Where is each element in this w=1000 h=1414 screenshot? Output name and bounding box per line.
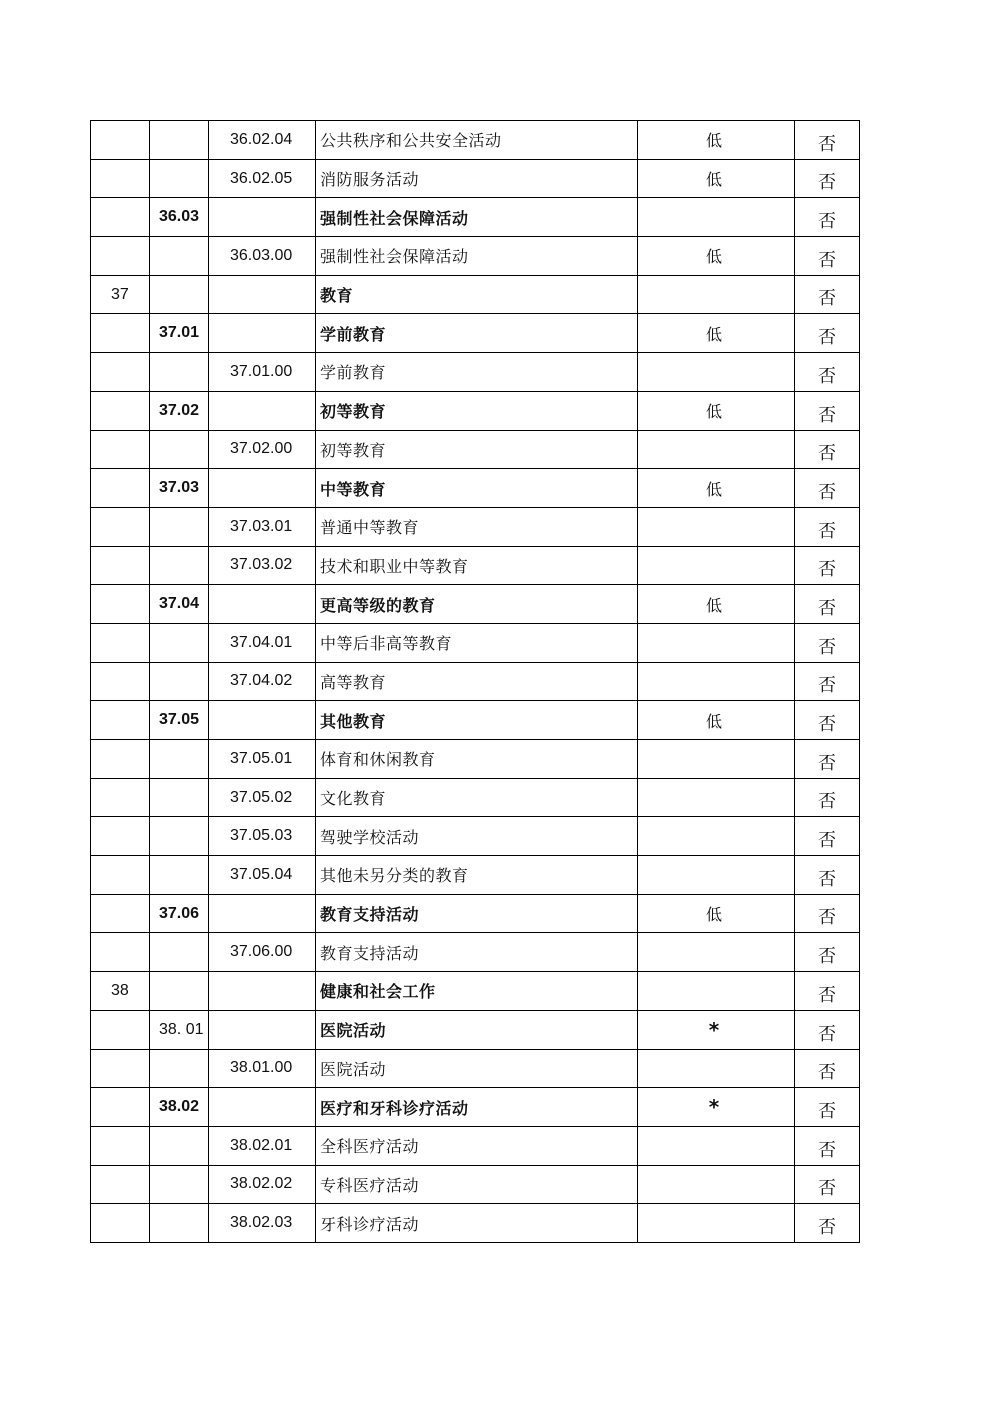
flag-cell: 否 [795, 662, 860, 701]
class-code-cell: 36.02.05 [209, 159, 316, 198]
flag-cell: 否 [795, 817, 860, 856]
section-code-cell [91, 933, 150, 972]
activity-name-cell: 医院活动 [316, 1010, 638, 1049]
class-code-cell: 38.02.02 [209, 1165, 316, 1204]
risk-level-cell [638, 817, 795, 856]
section-code-cell [91, 314, 150, 353]
division-code-cell: 37.02 [150, 391, 209, 430]
section-code-cell [91, 1204, 150, 1243]
activity-name-cell: 高等教育 [316, 662, 638, 701]
flag-cell: 否 [795, 391, 860, 430]
division-code-cell: 38. 01 [150, 1010, 209, 1049]
class-code-cell [209, 469, 316, 508]
class-code-cell: 36.03.00 [209, 237, 316, 276]
risk-level-cell [638, 740, 795, 779]
class-code-cell: 37.02.00 [209, 430, 316, 469]
flag-cell: 否 [795, 1049, 860, 1088]
flag-cell: 否 [795, 430, 860, 469]
section-code-cell [91, 740, 150, 779]
flag-cell: 否 [795, 159, 860, 198]
activity-name-cell: 全科医疗活动 [316, 1126, 638, 1165]
class-code-cell [209, 585, 316, 624]
division-code-cell: 37.04 [150, 585, 209, 624]
flag-cell: 否 [795, 353, 860, 392]
section-code-cell: 37 [91, 275, 150, 314]
activity-name-cell: 其他教育 [316, 701, 638, 740]
risk-level-cell: 低 [638, 391, 795, 430]
activity-name-cell: 初等教育 [316, 391, 638, 430]
section-code-cell [91, 778, 150, 817]
section-code-cell [91, 469, 150, 508]
table-row [91, 391, 860, 430]
division-code-cell [150, 856, 209, 895]
table-row [91, 778, 860, 817]
division-code-cell: 37.03 [150, 469, 209, 508]
class-code-cell: 37.05.03 [209, 817, 316, 856]
flag-cell: 否 [795, 778, 860, 817]
risk-level-cell: * [638, 1088, 795, 1127]
class-code-cell: 37.01.00 [209, 353, 316, 392]
table-row [91, 701, 860, 740]
division-code-cell [150, 121, 209, 160]
risk-level-cell [638, 507, 795, 546]
section-code-cell [91, 1165, 150, 1204]
activity-name-cell: 体育和休闲教育 [316, 740, 638, 779]
activity-name-cell: 中等教育 [316, 469, 638, 508]
flag-cell: 否 [795, 585, 860, 624]
risk-level-cell: 低 [638, 585, 795, 624]
risk-level-cell: * [638, 1010, 795, 1049]
activity-name-cell: 强制性社会保障活动 [316, 198, 638, 237]
risk-level-cell: 低 [638, 701, 795, 740]
section-code-cell [91, 662, 150, 701]
risk-level-cell: 低 [638, 121, 795, 160]
activity-name-cell: 更高等级的教育 [316, 585, 638, 624]
division-code-cell [150, 623, 209, 662]
risk-level-cell [638, 972, 795, 1011]
table-row [91, 856, 860, 895]
class-code-cell: 38.02.03 [209, 1204, 316, 1243]
class-code-cell [209, 275, 316, 314]
risk-level-cell [638, 662, 795, 701]
table-row [91, 1204, 860, 1243]
table-row [91, 662, 860, 701]
activity-name-cell: 技术和职业中等教育 [316, 546, 638, 585]
activity-name-cell: 教育支持活动 [316, 933, 638, 972]
section-code-cell [91, 237, 150, 276]
division-code-cell [150, 662, 209, 701]
table-row [91, 430, 860, 469]
risk-level-cell [638, 1126, 795, 1165]
flag-cell: 否 [795, 469, 860, 508]
risk-level-cell [638, 623, 795, 662]
table-row [91, 1088, 860, 1127]
table-row [91, 159, 860, 198]
flag-cell: 否 [795, 701, 860, 740]
table-row [91, 894, 860, 933]
class-code-cell [209, 701, 316, 740]
table-row [91, 1049, 860, 1088]
flag-cell: 否 [795, 856, 860, 895]
activity-name-cell: 教育支持活动 [316, 894, 638, 933]
class-code-cell [209, 314, 316, 353]
risk-level-cell [638, 1204, 795, 1243]
division-code-cell [150, 1126, 209, 1165]
flag-cell: 否 [795, 198, 860, 237]
division-code-cell: 37.06 [150, 894, 209, 933]
table-row [91, 623, 860, 662]
table-row [91, 1126, 860, 1165]
section-code-cell [91, 856, 150, 895]
section-code-cell [91, 546, 150, 585]
flag-cell: 否 [795, 237, 860, 276]
risk-level-cell [638, 275, 795, 314]
class-code-cell [209, 1010, 316, 1049]
risk-level-cell [638, 1165, 795, 1204]
table-row [91, 933, 860, 972]
table-row [91, 469, 860, 508]
section-code-cell [91, 623, 150, 662]
section-code-cell [91, 1126, 150, 1165]
activity-name-cell: 中等后非高等教育 [316, 623, 638, 662]
division-code-cell [150, 933, 209, 972]
risk-level-cell: 低 [638, 314, 795, 353]
class-code-cell [209, 972, 316, 1011]
division-code-cell: 38.02 [150, 1088, 209, 1127]
flag-cell: 否 [795, 275, 860, 314]
activity-name-cell: 其他未另分类的教育 [316, 856, 638, 895]
division-code-cell [150, 1204, 209, 1243]
division-code-cell [150, 430, 209, 469]
division-code-cell [150, 972, 209, 1011]
activity-name-cell: 学前教育 [316, 353, 638, 392]
activity-name-cell: 医院活动 [316, 1049, 638, 1088]
activity-name-cell: 消防服务活动 [316, 159, 638, 198]
flag-cell: 否 [795, 1126, 860, 1165]
class-code-cell [209, 391, 316, 430]
class-code-cell: 37.05.04 [209, 856, 316, 895]
section-code-cell [91, 430, 150, 469]
division-code-cell [150, 1165, 209, 1204]
section-code-cell [91, 701, 150, 740]
risk-level-cell [638, 856, 795, 895]
division-code-cell [150, 740, 209, 779]
class-code-cell [209, 1088, 316, 1127]
table-row [91, 121, 860, 160]
activity-name-cell: 专科医疗活动 [316, 1165, 638, 1204]
flag-cell: 否 [795, 1204, 860, 1243]
class-code-cell: 38.01.00 [209, 1049, 316, 1088]
class-code-cell [209, 894, 316, 933]
division-code-cell: 36.03 [150, 198, 209, 237]
activity-name-cell: 公共秩序和公共安全活动 [316, 121, 638, 160]
risk-level-cell: 低 [638, 469, 795, 508]
flag-cell: 否 [795, 1010, 860, 1049]
risk-level-cell [638, 546, 795, 585]
class-code-cell: 37.04.01 [209, 623, 316, 662]
table-row [91, 546, 860, 585]
division-code-cell [150, 507, 209, 546]
class-code-cell [209, 198, 316, 237]
section-code-cell [91, 121, 150, 160]
class-code-cell: 38.02.01 [209, 1126, 316, 1165]
table-row [91, 353, 860, 392]
flag-cell: 否 [795, 121, 860, 160]
activity-name-cell: 驾驶学校活动 [316, 817, 638, 856]
table-row [91, 237, 860, 276]
division-code-cell [150, 546, 209, 585]
class-code-cell: 36.02.04 [209, 121, 316, 160]
division-code-cell [150, 159, 209, 198]
flag-cell: 否 [795, 972, 860, 1011]
risk-level-cell [638, 353, 795, 392]
table-row [91, 507, 860, 546]
risk-level-cell: 低 [638, 237, 795, 276]
flag-cell: 否 [795, 740, 860, 779]
flag-cell: 否 [795, 507, 860, 546]
class-code-cell: 37.03.02 [209, 546, 316, 585]
risk-level-cell [638, 778, 795, 817]
class-code-cell: 37.03.01 [209, 507, 316, 546]
table-row [91, 740, 860, 779]
table-row [91, 314, 860, 353]
classification-table [90, 120, 860, 1243]
activity-name-cell: 文化教育 [316, 778, 638, 817]
section-code-cell [91, 391, 150, 430]
risk-level-cell: 低 [638, 159, 795, 198]
table-row [91, 1165, 860, 1204]
section-code-cell [91, 1010, 150, 1049]
risk-level-cell [638, 1049, 795, 1088]
flag-cell: 否 [795, 623, 860, 662]
flag-cell: 否 [795, 1088, 860, 1127]
section-code-cell [91, 507, 150, 546]
division-code-cell: 37.05 [150, 701, 209, 740]
class-code-cell: 37.05.02 [209, 778, 316, 817]
division-code-cell [150, 237, 209, 276]
section-code-cell [91, 198, 150, 237]
class-code-cell: 37.06.00 [209, 933, 316, 972]
risk-level-cell [638, 198, 795, 237]
table-row [91, 1010, 860, 1049]
division-code-cell: 37.01 [150, 314, 209, 353]
activity-name-cell: 普通中等教育 [316, 507, 638, 546]
section-code-cell [91, 1049, 150, 1088]
division-code-cell [150, 817, 209, 856]
risk-level-cell: 低 [638, 894, 795, 933]
section-code-cell [91, 1088, 150, 1127]
table-body [91, 121, 860, 1243]
activity-name-cell: 教育 [316, 275, 638, 314]
table-row [91, 972, 860, 1011]
class-code-cell: 37.04.02 [209, 662, 316, 701]
table-row [91, 198, 860, 237]
section-code-cell [91, 894, 150, 933]
section-code-cell: 38 [91, 972, 150, 1011]
flag-cell: 否 [795, 314, 860, 353]
table-row [91, 817, 860, 856]
division-code-cell [150, 1049, 209, 1088]
division-code-cell [150, 275, 209, 314]
risk-level-cell [638, 933, 795, 972]
class-code-cell: 37.05.01 [209, 740, 316, 779]
section-code-cell [91, 585, 150, 624]
activity-name-cell: 强制性社会保障活动 [316, 237, 638, 276]
activity-name-cell: 牙科诊疗活动 [316, 1204, 638, 1243]
table-row [91, 275, 860, 314]
section-code-cell [91, 159, 150, 198]
flag-cell: 否 [795, 546, 860, 585]
activity-name-cell: 健康和社会工作 [316, 972, 638, 1011]
table-row [91, 585, 860, 624]
section-code-cell [91, 353, 150, 392]
flag-cell: 否 [795, 933, 860, 972]
activity-name-cell: 医疗和牙科诊疗活动 [316, 1088, 638, 1127]
section-code-cell [91, 817, 150, 856]
activity-name-cell: 初等教育 [316, 430, 638, 469]
division-code-cell [150, 778, 209, 817]
flag-cell: 否 [795, 894, 860, 933]
activity-name-cell: 学前教育 [316, 314, 638, 353]
flag-cell: 否 [795, 1165, 860, 1204]
division-code-cell [150, 353, 209, 392]
risk-level-cell [638, 430, 795, 469]
